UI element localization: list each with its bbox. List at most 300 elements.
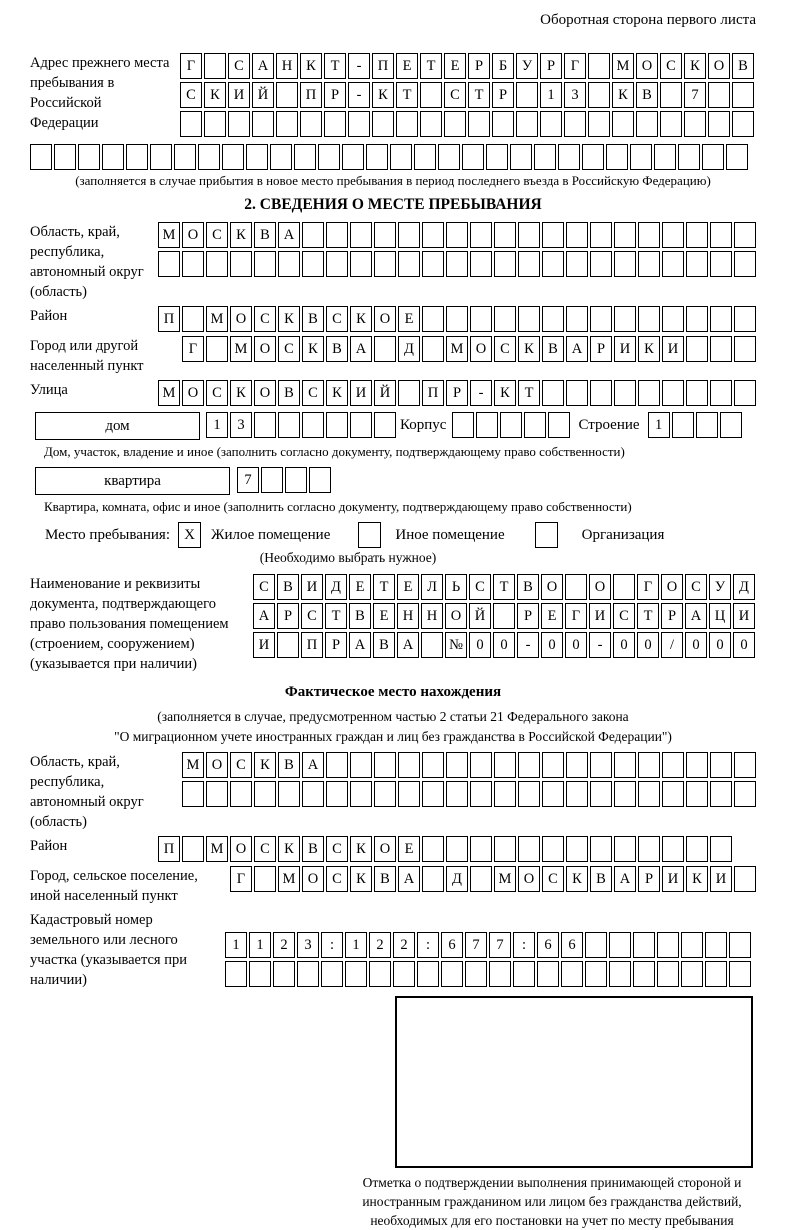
char-cell[interactable]: К (278, 836, 300, 862)
char-cell[interactable] (396, 111, 418, 137)
char-cell[interactable]: 7 (489, 932, 511, 958)
char-cell[interactable] (614, 306, 636, 332)
char-cell[interactable] (180, 111, 202, 137)
char-cell[interactable]: К (686, 866, 708, 892)
char-cell[interactable] (609, 932, 631, 958)
char-cell[interactable] (228, 111, 250, 137)
char-cell[interactable]: Р (468, 53, 490, 79)
char-cell[interactable]: С (326, 836, 348, 862)
char-cell[interactable] (421, 632, 443, 658)
char-cell[interactable] (446, 781, 468, 807)
char-cell[interactable] (492, 111, 514, 137)
char-cell[interactable] (686, 251, 708, 277)
char-cell[interactable] (30, 144, 52, 170)
char-cell[interactable]: К (278, 306, 300, 332)
char-cell[interactable] (326, 752, 348, 778)
char-cell[interactable] (516, 82, 538, 108)
char-cell[interactable]: 7 (237, 467, 259, 493)
char-cell[interactable] (710, 781, 732, 807)
char-cell[interactable] (518, 836, 540, 862)
char-cell[interactable] (662, 781, 684, 807)
char-cell[interactable] (470, 836, 492, 862)
char-cell[interactable]: Е (398, 306, 420, 332)
char-cell[interactable] (657, 932, 679, 958)
char-cell[interactable] (705, 932, 727, 958)
char-cell[interactable]: Ц (709, 603, 731, 629)
char-cell[interactable]: М (206, 306, 228, 332)
char-cell[interactable] (470, 781, 492, 807)
char-cell[interactable] (585, 932, 607, 958)
char-cell[interactable] (78, 144, 100, 170)
char-cell[interactable] (486, 144, 508, 170)
char-cell[interactable] (206, 781, 228, 807)
char-cell[interactable]: 1 (206, 412, 228, 438)
char-cell[interactable]: В (254, 222, 276, 248)
char-cell[interactable]: - (589, 632, 611, 658)
char-cell[interactable] (204, 111, 226, 137)
char-cell[interactable]: Н (276, 53, 298, 79)
char-cell[interactable]: 0 (565, 632, 587, 658)
char-cell[interactable] (708, 111, 730, 137)
char-cell[interactable]: К (326, 380, 348, 406)
char-cell[interactable] (246, 144, 268, 170)
char-cell[interactable]: С (230, 752, 252, 778)
char-cell[interactable] (734, 251, 756, 277)
char-cell[interactable]: С (542, 866, 564, 892)
char-cell[interactable] (614, 836, 636, 862)
char-cell[interactable] (276, 82, 298, 108)
char-cell[interactable] (326, 781, 348, 807)
char-cell[interactable] (638, 836, 660, 862)
char-cell[interactable] (342, 144, 364, 170)
char-cell[interactable] (590, 222, 612, 248)
char-cell[interactable] (350, 222, 372, 248)
char-cell[interactable] (561, 961, 583, 987)
char-cell[interactable]: Г (180, 53, 202, 79)
char-cell[interactable]: О (708, 53, 730, 79)
char-cell[interactable]: Р (492, 82, 514, 108)
char-cell[interactable]: Л (421, 574, 443, 600)
char-cell[interactable] (441, 961, 463, 987)
char-cell[interactable] (494, 222, 516, 248)
char-cell[interactable] (558, 144, 580, 170)
char-cell[interactable]: О (182, 380, 204, 406)
char-cell[interactable]: И (733, 603, 755, 629)
char-cell[interactable]: 7 (465, 932, 487, 958)
char-cell[interactable]: - (517, 632, 539, 658)
char-cell[interactable] (420, 111, 442, 137)
char-cell[interactable] (150, 144, 172, 170)
char-cell[interactable] (590, 380, 612, 406)
char-cell[interactable] (702, 144, 724, 170)
char-cell[interactable]: К (612, 82, 634, 108)
char-cell[interactable]: 0 (733, 632, 755, 658)
char-cell[interactable]: П (158, 836, 180, 862)
char-cell[interactable]: А (614, 866, 636, 892)
char-cell[interactable] (660, 82, 682, 108)
char-cell[interactable] (414, 144, 436, 170)
char-cell[interactable] (542, 251, 564, 277)
char-cell[interactable]: В (542, 336, 564, 362)
char-cell[interactable] (542, 781, 564, 807)
char-cell[interactable] (476, 412, 498, 438)
char-cell[interactable] (660, 111, 682, 137)
char-cell[interactable]: О (206, 752, 228, 778)
char-cell[interactable]: С (613, 603, 635, 629)
char-cell[interactable] (302, 781, 324, 807)
char-cell[interactable] (444, 111, 466, 137)
char-cell[interactable] (734, 222, 756, 248)
char-cell[interactable]: Р (590, 336, 612, 362)
char-cell[interactable]: И (589, 603, 611, 629)
char-cell[interactable]: / (661, 632, 683, 658)
char-cell[interactable]: И (301, 574, 323, 600)
char-cell[interactable] (278, 412, 300, 438)
char-cell[interactable] (566, 380, 588, 406)
char-cell[interactable]: О (661, 574, 683, 600)
char-cell[interactable] (613, 574, 635, 600)
char-cell[interactable]: 3 (230, 412, 252, 438)
char-cell[interactable] (510, 144, 532, 170)
char-cell[interactable]: В (590, 866, 612, 892)
char-cell[interactable]: Е (397, 574, 419, 600)
char-cell[interactable] (638, 251, 660, 277)
char-cell[interactable] (398, 781, 420, 807)
char-cell[interactable]: 3 (297, 932, 319, 958)
char-cell[interactable] (494, 752, 516, 778)
char-cell[interactable] (542, 752, 564, 778)
char-cell[interactable] (230, 251, 252, 277)
char-cell[interactable] (278, 781, 300, 807)
char-cell[interactable] (732, 111, 754, 137)
residential-checkbox[interactable]: X (178, 522, 201, 548)
char-cell[interactable]: 7 (684, 82, 706, 108)
char-cell[interactable]: В (732, 53, 754, 79)
char-cell[interactable] (398, 251, 420, 277)
char-cell[interactable]: К (350, 836, 372, 862)
char-cell[interactable] (654, 144, 676, 170)
char-cell[interactable] (438, 144, 460, 170)
char-cell[interactable]: О (636, 53, 658, 79)
char-cell[interactable]: 0 (469, 632, 491, 658)
char-cell[interactable]: С (326, 866, 348, 892)
char-cell[interactable] (350, 412, 372, 438)
char-cell[interactable]: А (302, 752, 324, 778)
char-cell[interactable] (452, 412, 474, 438)
char-cell[interactable] (309, 467, 331, 493)
char-cell[interactable]: 0 (685, 632, 707, 658)
char-cell[interactable]: - (470, 380, 492, 406)
char-cell[interactable]: Т (468, 82, 490, 108)
char-cell[interactable] (285, 467, 307, 493)
char-cell[interactable]: И (662, 866, 684, 892)
char-cell[interactable] (350, 251, 372, 277)
char-cell[interactable] (182, 781, 204, 807)
char-cell[interactable] (300, 111, 322, 137)
char-cell[interactable]: Г (230, 866, 252, 892)
char-cell[interactable]: Р (446, 380, 468, 406)
char-cell[interactable]: О (182, 222, 204, 248)
char-cell[interactable]: И (710, 866, 732, 892)
char-cell[interactable] (422, 781, 444, 807)
char-cell[interactable] (633, 961, 655, 987)
char-cell[interactable] (318, 144, 340, 170)
char-cell[interactable]: О (518, 866, 540, 892)
char-cell[interactable]: 6 (537, 932, 559, 958)
char-cell[interactable] (705, 961, 727, 987)
char-cell[interactable] (276, 111, 298, 137)
char-cell[interactable]: К (230, 222, 252, 248)
char-cell[interactable] (612, 111, 634, 137)
char-cell[interactable] (542, 380, 564, 406)
char-cell[interactable]: М (230, 336, 252, 362)
char-cell[interactable]: П (158, 306, 180, 332)
char-cell[interactable] (446, 752, 468, 778)
char-cell[interactable]: В (349, 603, 371, 629)
char-cell[interactable] (446, 306, 468, 332)
char-cell[interactable]: Т (637, 603, 659, 629)
char-cell[interactable] (638, 752, 660, 778)
char-cell[interactable] (662, 251, 684, 277)
char-cell[interactable]: А (253, 603, 275, 629)
char-cell[interactable] (638, 222, 660, 248)
char-cell[interactable]: П (301, 632, 323, 658)
char-cell[interactable] (518, 781, 540, 807)
char-cell[interactable] (350, 781, 372, 807)
char-cell[interactable]: К (638, 336, 660, 362)
char-cell[interactable] (734, 752, 756, 778)
char-cell[interactable]: К (350, 306, 372, 332)
char-cell[interactable] (277, 632, 299, 658)
char-cell[interactable]: В (302, 306, 324, 332)
char-cell[interactable]: В (636, 82, 658, 108)
char-cell[interactable] (374, 336, 396, 362)
char-cell[interactable] (422, 752, 444, 778)
char-cell[interactable] (254, 412, 276, 438)
char-cell[interactable] (614, 251, 636, 277)
char-cell[interactable]: К (254, 752, 276, 778)
char-cell[interactable] (686, 222, 708, 248)
char-cell[interactable]: Д (398, 336, 420, 362)
char-cell[interactable] (729, 932, 751, 958)
char-cell[interactable]: О (374, 306, 396, 332)
char-cell[interactable] (590, 752, 612, 778)
char-cell[interactable]: 0 (637, 632, 659, 658)
char-cell[interactable] (542, 222, 564, 248)
char-cell[interactable] (302, 222, 324, 248)
char-cell[interactable] (273, 961, 295, 987)
char-cell[interactable] (684, 111, 706, 137)
char-cell[interactable] (638, 380, 660, 406)
char-cell[interactable]: 6 (441, 932, 463, 958)
char-cell[interactable]: Е (444, 53, 466, 79)
char-cell[interactable] (729, 961, 751, 987)
char-cell[interactable] (588, 53, 610, 79)
char-cell[interactable]: О (541, 574, 563, 600)
char-cell[interactable]: С (228, 53, 250, 79)
char-cell[interactable] (588, 82, 610, 108)
char-cell[interactable] (582, 144, 604, 170)
char-cell[interactable]: Д (446, 866, 468, 892)
char-cell[interactable]: - (348, 53, 370, 79)
char-cell[interactable] (222, 144, 244, 170)
char-cell[interactable]: С (494, 336, 516, 362)
char-cell[interactable]: В (302, 836, 324, 862)
char-cell[interactable] (734, 336, 756, 362)
char-cell[interactable]: К (302, 336, 324, 362)
char-cell[interactable] (324, 111, 346, 137)
char-cell[interactable]: Т (493, 574, 515, 600)
char-cell[interactable]: М (446, 336, 468, 362)
char-cell[interactable]: У (516, 53, 538, 79)
char-cell[interactable] (566, 251, 588, 277)
char-cell[interactable] (710, 752, 732, 778)
char-cell[interactable] (182, 251, 204, 277)
char-cell[interactable] (254, 251, 276, 277)
char-cell[interactable] (302, 251, 324, 277)
char-cell[interactable]: К (518, 336, 540, 362)
char-cell[interactable]: Р (517, 603, 539, 629)
char-cell[interactable]: Е (398, 836, 420, 862)
char-cell[interactable]: Р (277, 603, 299, 629)
char-cell[interactable] (369, 961, 391, 987)
char-cell[interactable]: 0 (541, 632, 563, 658)
char-cell[interactable]: В (326, 336, 348, 362)
char-cell[interactable] (686, 306, 708, 332)
char-cell[interactable]: А (252, 53, 274, 79)
char-cell[interactable]: О (445, 603, 467, 629)
char-cell[interactable]: Д (733, 574, 755, 600)
char-cell[interactable] (422, 336, 444, 362)
char-cell[interactable]: С (326, 306, 348, 332)
char-cell[interactable]: Й (469, 603, 491, 629)
char-cell[interactable]: 1 (249, 932, 271, 958)
char-cell[interactable]: Б (492, 53, 514, 79)
char-cell[interactable] (182, 836, 204, 862)
char-cell[interactable]: : (417, 932, 439, 958)
char-cell[interactable]: Е (373, 603, 395, 629)
char-cell[interactable] (446, 251, 468, 277)
char-cell[interactable]: Г (564, 53, 586, 79)
char-cell[interactable]: В (374, 866, 396, 892)
char-cell[interactable]: Р (325, 632, 347, 658)
char-cell[interactable] (470, 251, 492, 277)
char-cell[interactable]: А (397, 632, 419, 658)
char-cell[interactable] (566, 222, 588, 248)
char-cell[interactable]: Н (397, 603, 419, 629)
char-cell[interactable]: Т (373, 574, 395, 600)
char-cell[interactable] (614, 222, 636, 248)
char-cell[interactable]: № (445, 632, 467, 658)
char-cell[interactable] (662, 836, 684, 862)
char-cell[interactable] (493, 603, 515, 629)
char-cell[interactable] (422, 866, 444, 892)
char-cell[interactable]: И (350, 380, 372, 406)
char-cell[interactable]: М (206, 836, 228, 862)
apartment-box[interactable]: квартира (35, 467, 230, 495)
char-cell[interactable]: В (277, 574, 299, 600)
char-cell[interactable]: И (662, 336, 684, 362)
char-cell[interactable]: С (301, 603, 323, 629)
char-cell[interactable] (566, 306, 588, 332)
char-cell[interactable] (494, 836, 516, 862)
char-cell[interactable]: С (180, 82, 202, 108)
char-cell[interactable] (398, 752, 420, 778)
char-cell[interactable] (270, 144, 292, 170)
char-cell[interactable]: М (494, 866, 516, 892)
char-cell[interactable]: М (158, 380, 180, 406)
char-cell[interactable] (494, 251, 516, 277)
char-cell[interactable] (446, 836, 468, 862)
char-cell[interactable] (590, 251, 612, 277)
char-cell[interactable] (710, 380, 732, 406)
char-cell[interactable]: П (372, 53, 394, 79)
char-cell[interactable] (662, 752, 684, 778)
char-cell[interactable]: А (398, 866, 420, 892)
other-premises-checkbox[interactable] (358, 522, 381, 548)
char-cell[interactable]: Д (325, 574, 347, 600)
char-cell[interactable] (126, 144, 148, 170)
char-cell[interactable] (696, 412, 718, 438)
char-cell[interactable] (566, 752, 588, 778)
char-cell[interactable] (662, 380, 684, 406)
char-cell[interactable] (542, 306, 564, 332)
char-cell[interactable] (294, 144, 316, 170)
char-cell[interactable]: С (206, 380, 228, 406)
char-cell[interactable] (374, 222, 396, 248)
char-cell[interactable]: П (422, 380, 444, 406)
char-cell[interactable] (494, 306, 516, 332)
char-cell[interactable] (489, 961, 511, 987)
char-cell[interactable]: 1 (540, 82, 562, 108)
char-cell[interactable] (710, 336, 732, 362)
char-cell[interactable]: 1 (648, 412, 670, 438)
char-cell[interactable]: Т (396, 82, 418, 108)
char-cell[interactable] (374, 251, 396, 277)
char-cell[interactable] (726, 144, 748, 170)
char-cell[interactable] (708, 82, 730, 108)
char-cell[interactable] (398, 222, 420, 248)
char-cell[interactable]: Й (252, 82, 274, 108)
char-cell[interactable]: О (302, 866, 324, 892)
char-cell[interactable] (548, 412, 570, 438)
char-cell[interactable] (540, 111, 562, 137)
char-cell[interactable] (524, 412, 546, 438)
char-cell[interactable] (470, 222, 492, 248)
char-cell[interactable] (636, 111, 658, 137)
char-cell[interactable]: Г (182, 336, 204, 362)
char-cell[interactable] (198, 144, 220, 170)
house-box[interactable]: дом (35, 412, 200, 440)
char-cell[interactable]: Н (421, 603, 443, 629)
char-cell[interactable] (657, 961, 679, 987)
char-cell[interactable]: Р (540, 53, 562, 79)
char-cell[interactable] (633, 932, 655, 958)
char-cell[interactable] (614, 752, 636, 778)
char-cell[interactable]: С (469, 574, 491, 600)
char-cell[interactable] (252, 111, 274, 137)
char-cell[interactable] (678, 144, 700, 170)
char-cell[interactable] (372, 111, 394, 137)
char-cell[interactable]: Т (325, 603, 347, 629)
char-cell[interactable] (422, 306, 444, 332)
char-cell[interactable] (564, 111, 586, 137)
char-cell[interactable]: И (228, 82, 250, 108)
char-cell[interactable]: С (302, 380, 324, 406)
char-cell[interactable]: С (444, 82, 466, 108)
char-cell[interactable]: А (349, 632, 371, 658)
char-cell[interactable] (468, 111, 490, 137)
